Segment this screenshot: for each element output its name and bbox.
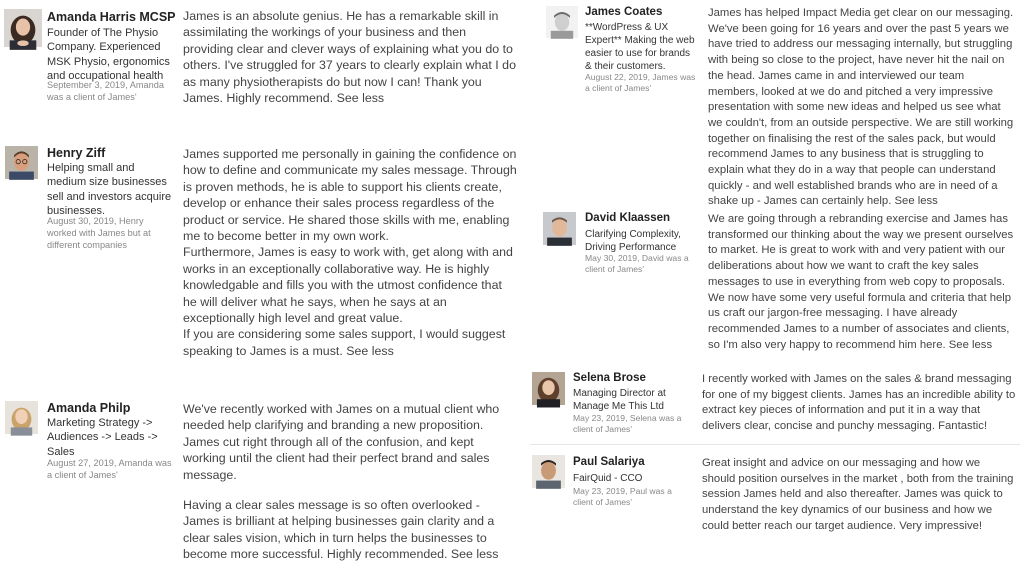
- see-less-link[interactable]: See less: [346, 343, 394, 358]
- recommender-name[interactable]: James Coates: [585, 6, 663, 18]
- recommendation-paragraph: Great insight and advice on our messaging and how we should position ourselves in the market , both from the training session James held and also thereafter. James was quick to understand the key dynamics of our business and how we could better reach our target audience. Very impressive!: [702, 457, 1014, 532]
- recommender-headline: Marketing Strategy -> Audiences -> Leads -> Sales: [47, 417, 158, 458]
- recommendation-meta: May 23, 2019, Selena was a client of James': [573, 413, 682, 435]
- recommendation-paragraph: If you are considering some sales support, I would suggest speaking to James is a must.: [183, 327, 506, 358]
- recommendation-paragraph: James has helped Impact Media get clear on our messaging. We've been going for 16 years and over the past 5 years we have tried to address our messaging internally, but struggling with being so close to the project, have never hit the nail on the head. James came in and interviewed our team members, looked at we do and pitched a very impressive presentation with some new ideas and helped us see what we couldn't, from an outside perspective. We are still working together on finalising the rest of the sales pack, but would recommend James to any business that is struggling to explain what they do in a way that people can understand quickly - and well established brands who are in need of a shake up - James can certainly help.: [708, 7, 1014, 208]
- avatar[interactable]: [4, 9, 42, 47]
- recommender-headline: Founder of The Physio Company. Experienced MSK Physio, ergonomics and occupational health: [47, 27, 170, 82]
- recommendation-text: [708, 6, 1016, 210]
- recommender-name[interactable]: Selena Brose: [573, 372, 646, 384]
- avatar[interactable]: [543, 212, 576, 245]
- recommender-name[interactable]: Amanda Harris MCSP: [47, 10, 176, 24]
- recommendation-text: [702, 372, 1016, 435]
- recommender-name[interactable]: Henry Ziff: [47, 146, 106, 160]
- avatar[interactable]: [532, 455, 565, 488]
- recommendation-paragraph: James supported me personally in gaining the confidence on how to define and communicate my sales message. Through is proven methods, he is able to support his clients create, develop or enhance their sales process regardless of the product or service. He shared those skills with me, enabling me to become better in my own work.: [183, 147, 517, 244]
- recommendation-meta: August 30, 2019, Henry worked with James but at different companies: [47, 216, 151, 250]
- recommender-headline: FairQuid - CCO: [573, 473, 643, 484]
- recommendation-text: [708, 212, 1016, 353]
- see-less-link[interactable]: See less: [948, 338, 993, 351]
- recommendation-paragraph: We are going through a rebranding exercise and James has transformed our thinking about the way we present ourselves to market. He is great to work with and very patient with our deliberations about how we want to craft the key sales messages to use in everything from web copy to proposals. We now have some very useful formula and criteria that help us craft our jargon-free messaging. I have already recommended James to a number of associates and clients, so I'm also very happy to recommend him here.: [708, 213, 1014, 351]
- recommender-headline: Clarifying Complexity, Driving Performance: [585, 229, 681, 253]
- recommender-headline: **WordPress & UX Expert** Making the web easier to use for brands & their customers.: [585, 22, 695, 72]
- recommendation-meta: August 27, 2019, Amanda was a client of James': [47, 458, 172, 480]
- see-less-link[interactable]: See less: [336, 91, 385, 106]
- recommender-name[interactable]: David Klaassen: [585, 212, 671, 224]
- avatar[interactable]: [546, 6, 578, 38]
- recommender-name[interactable]: Paul Salariya: [573, 456, 645, 468]
- see-less-link[interactable]: See less: [450, 547, 499, 562]
- recommendation-paragraph: Furthermore, James is easy to work with, get along with and works in an exceptionally collaborative way. He is highly knowledgable and fills you with the utmost confidence that he will deliver what he says, when he says at an exceptionally high level and great value.: [183, 245, 513, 326]
- avatar[interactable]: [5, 146, 38, 179]
- recommendation-paragraph: We've recently worked with James on a mutual client who needed help clarifying and branding a new proposition. James cut right through all of the confusion, and kept working until the client had their perfect brand and sales message.: [183, 402, 500, 482]
- avatar[interactable]: [5, 401, 38, 434]
- recommendation-meta: August 22, 2019, James was a client of James': [585, 72, 696, 94]
- divider: [530, 444, 1020, 445]
- recommendation-paragraph: James is an absolute genius. He has a remarkable skill in assimilating the workings of your business and then providing clear and clever ways of explaining what you do to others. I've struggled for 37 years to clearly explain what I do as many physiotherapists do but now I can! Thank you James. Highly recommend.: [183, 9, 516, 106]
- recommendation-text: [183, 401, 518, 563]
- recommendation-meta: September 3, 2019, Amanda was a client of James': [47, 80, 164, 102]
- recommendation-paragraph: Having a clear sales message is so often overlooked - James is brilliant at helping businesses gain clarity and a clear sales vision, which in turn helps the businesses to become more successful. Highly recommended.: [183, 498, 495, 562]
- recommendation-meta: May 30, 2019, David was a client of James': [585, 253, 689, 275]
- recommendation-text: [183, 8, 518, 106]
- recommendation-text: [702, 456, 1016, 535]
- recommendation-text: [183, 146, 518, 359]
- recommender-name[interactable]: Amanda Philp: [47, 401, 131, 415]
- recommender-headline: Managing Director at Manage Me This Ltd: [573, 388, 666, 412]
- avatar[interactable]: [532, 372, 565, 405]
- see-less-link[interactable]: See less: [894, 195, 938, 208]
- recommendation-meta: May 23, 2019, Paul was a client of James': [573, 486, 672, 508]
- recommender-headline: Helping small and medium size businesses sell and investors acquire businesses.: [47, 162, 172, 217]
- recommendation-paragraph: I recently worked with James on the sales & brand messaging for one of my biggest clients. James has an incredible ability to extract key pieces of information and put it in a way that delivers clear, concise and punchy messaging. Fantastic!: [702, 373, 1016, 433]
